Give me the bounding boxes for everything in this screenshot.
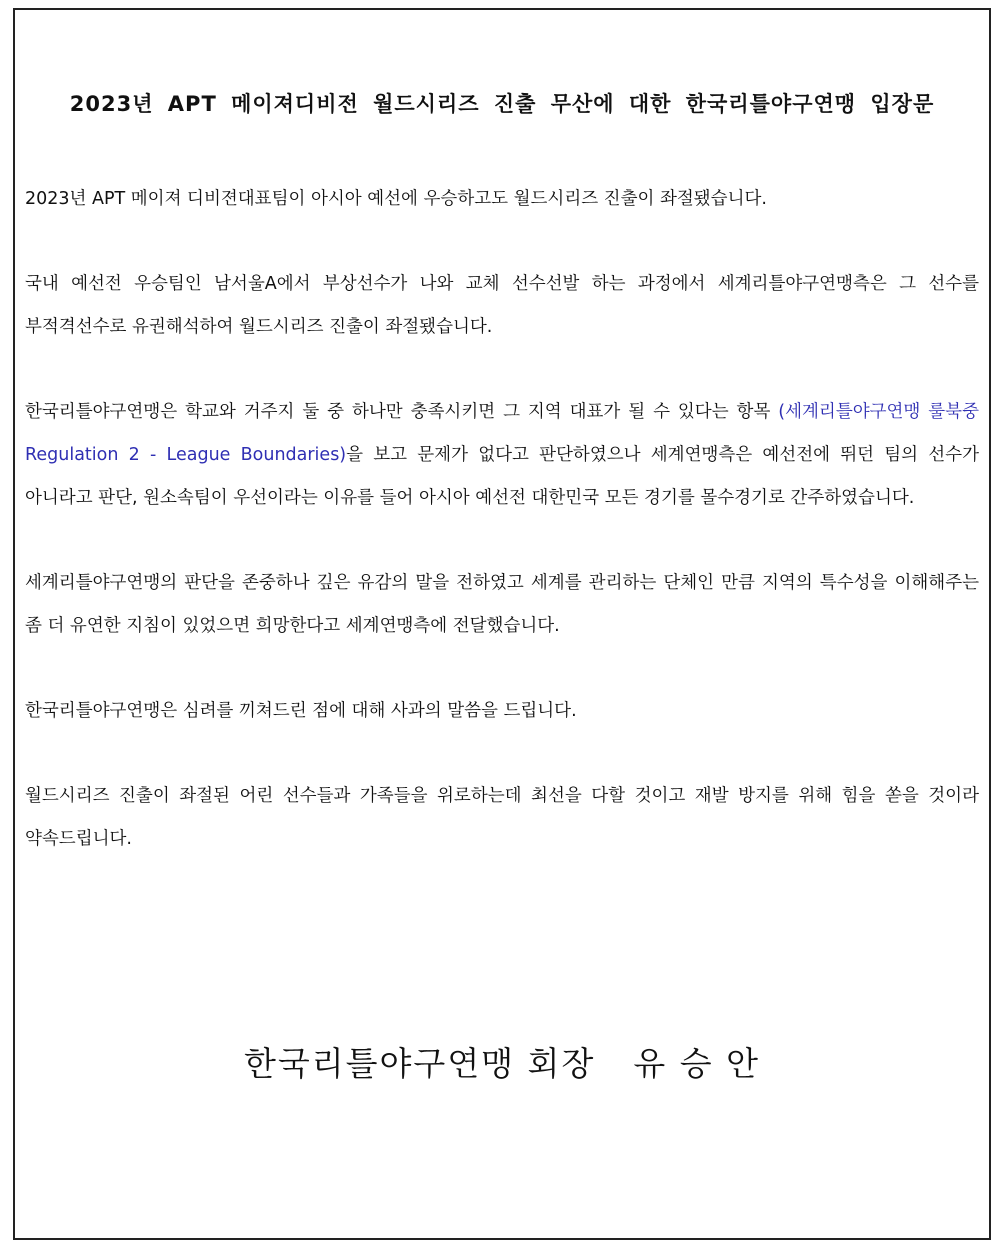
document-title: 2023년 APT 메이져디비전 월드시리즈 진출 무산에 대한 한국리틀야구연맹 입장문 bbox=[69, 92, 935, 116]
signature-line bbox=[15, 1038, 989, 1090]
statement-document bbox=[13, 8, 991, 1240]
rulebook-reference: (세계리틀야구연맹 룰북중 Regulation 2 - League Boundaries) bbox=[25, 402, 979, 465]
paragraph-1: 2023년 APT 메이져 디비젼대표팀이 아시아 예선에 우승하고도 월드시리즈 진출이 좌절됐습니다. bbox=[25, 189, 767, 209]
signature-name: 유 승 안 bbox=[633, 1044, 760, 1083]
signature-role: 한국리틀야구연맹 회장 bbox=[244, 1044, 596, 1083]
paragraph-3-after: 을 보고 문제가 없다고 판단하였으나 세계연맹측은 예선전에 뛰던 팀의 선수가 아니라고 판단, 원소속팀이 우선이라는 이유를 들어 아시아 예선전 대한민국 모든 경기를 몰수경기로 간주하였습니다. bbox=[25, 445, 979, 508]
paragraph-4: 세계리틀야구연맹의 판단을 존중하나 깊은 유감의 말을 전하였고 세계를 관리하는 단체인 만큼 지역의 특수성을 이해해주는 좀 더 유연한 지침이 있었으면 희망한다고 세계연맹측에 전달했습니다. bbox=[25, 573, 979, 636]
paragraph-5: 한국리틀야구연맹은 심려를 끼쳐드린 점에 대해 사과의 말씀을 드립니다. bbox=[25, 701, 577, 721]
paragraph-2: 국내 예선전 우승팀인 남서울A에서 부상선수가 나와 교체 선수선발 하는 과정에서 세계리틀야구연맹측은 그 선수를 부적격선수로 유권해석하여 월드시리즈 진출이 좌절됐습니다. bbox=[25, 274, 979, 337]
document-body bbox=[25, 178, 979, 903]
paragraph-3-before: 한국리틀야구연맹은 학교와 거주지 둘 중 하나만 충족시키면 그 지역 대표가 될 수 있다는 항목 bbox=[25, 402, 771, 422]
paragraph-3 bbox=[25, 391, 979, 520]
paragraph-6: 월드시리즈 진출이 좌절된 어린 선수들과 가족들을 위로하는데 최선을 다할 것이고 재발 방지를 위해 힘을 쏟을 것이라 약속드립니다. bbox=[25, 786, 979, 849]
